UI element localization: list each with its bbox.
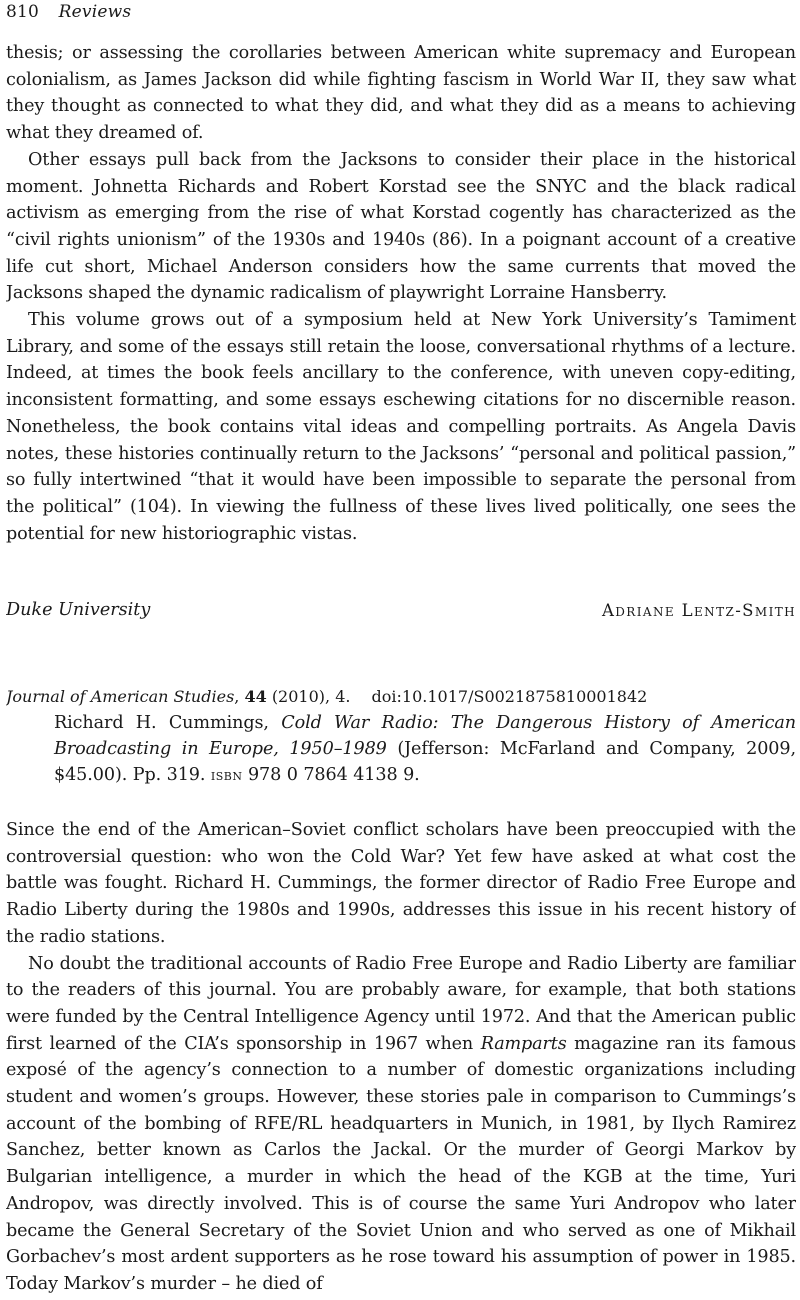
paragraph [6,951,796,1298]
review-body [6,817,796,1298]
book-title: Cold War Radio: The Dangerous History of American Broadcasting in Europe, 1950–1989 [54,713,796,759]
book-publisher: (Jefferson: McFarland and Company, 2009, $45.00). Pp. 319. [54,739,796,785]
paragraph: Since the end of the American–Soviet conflict scholars have been preoccupied with the controversial question: who won the Cold War? Yet few have asked at what cost the battle was fought. Richard H. Cummings, the former director of Radio Free Europe and Radio Liberty during the 1980s and 1990s, addresses this issue in his recent history of the radio stations. [6,820,796,947]
document-page [6,0,796,1300]
page-number: 810 [6,2,40,22]
book-author: Richard H. Cummings, [54,713,269,733]
journal-volume: 44 [244,687,267,706]
reviewer-name: Adriane Lentz-Smith [601,601,796,620]
reviewer-affiliation: Duke University [6,600,151,620]
paragraph: thesis; or assessing the corollaries between American white supremacy and European colonialism, as James Jackson did while fighting fascism in World War II, they saw what they thought as connected to what they did, and what they did as a means to achieving what they dreamed of. [6,43,796,144]
magazine-title: Ramparts [480,1033,567,1054]
paragraph: Other essays pull back from the Jacksons to consider their place in the historical moment. Johnetta Richards and Robert Korstad see the SNYC and the black radical activism as emerging from the rise of what Korstad cogently has characterized as the “civil rights unionism” of the 1930s and 1940s (86). In a poignant account of a creative life cut short, Michael Anderson considers how the same currents that moved the Jacksons shaped the dynamic radicalism of playwright Lorraine Hansberry. [6,149,796,304]
section-title: Reviews [58,2,132,22]
journal-year-issue: (2010), 4. [271,687,351,706]
paragraph: This volume grows out of a symposium held at New York University’s Tamiment Library, and some of the essays still retain the loose, conversational rhythms of a lecture. Indeed, at times the book feels ancillary to the conference, with uneven copy-editing, inconsistent formatting, and some essays eschewing citations for no discernible reason. Nonetheless, the book contains vital ideas and compelling portraits. As Angela Davis notes, these histories continually return to the Jacksons’ “personal and political passion,” so fully intertwined “that it would have been impossible to separate the personal from the political” (104). In viewing the fullness of these lives lived politically, one sees the potential for new historiographic vistas. [6,310,796,544]
paragraph-text: No doubt the traditional accounts of Radio Free Europe and Radio Liberty are familiar to the readers of this journal. You are probably aware, for example, that both stations were funded by the Central Intelligence Agency until 1972. And that the American public first learned of the CIA’s sponsorship in 1967 when [6,953,796,1054]
book-reference [54,710,796,788]
journal-citation: Journal of American Studies, 44 (2010), 4. doi:10.1017/S0021875810001842 [6,687,648,706]
running-head [6,2,131,22]
doi-link[interactable]: doi:10.1017/S0021875810001842 [371,687,648,706]
review-signature [6,600,796,628]
paragraph-text: magazine ran its famous exposé of the agency’s connection to a number of domestic organizations including student and women’s groups. However, these stories pale in comparison to Cummings’s account of the bombing of RFE/RL headquarters in Munich, in 1981, by Ilych Ramirez Sanchez, better known as Carlos the Jackal. Or the murder of Georgi Markov by Bulgarian intelligence, a murder in which the head of the KGB at the time, Yuri Andropov, was directly involved. This is of course the same Yuri Andropov who later became the General Secretary of the Soviet Union and who served as one of Mikhail Gorbachev’s most ardent supporters as he rose toward his assumption of power in 1985. Today Markov’s murder – he died of [6,1033,796,1294]
isbn-number: 978 0 7864 4138 9. [247,765,420,785]
journal-name: Journal of American Studies [6,687,235,706]
isbn-label: isbn [210,766,243,784]
previous-review-body [6,40,796,547]
